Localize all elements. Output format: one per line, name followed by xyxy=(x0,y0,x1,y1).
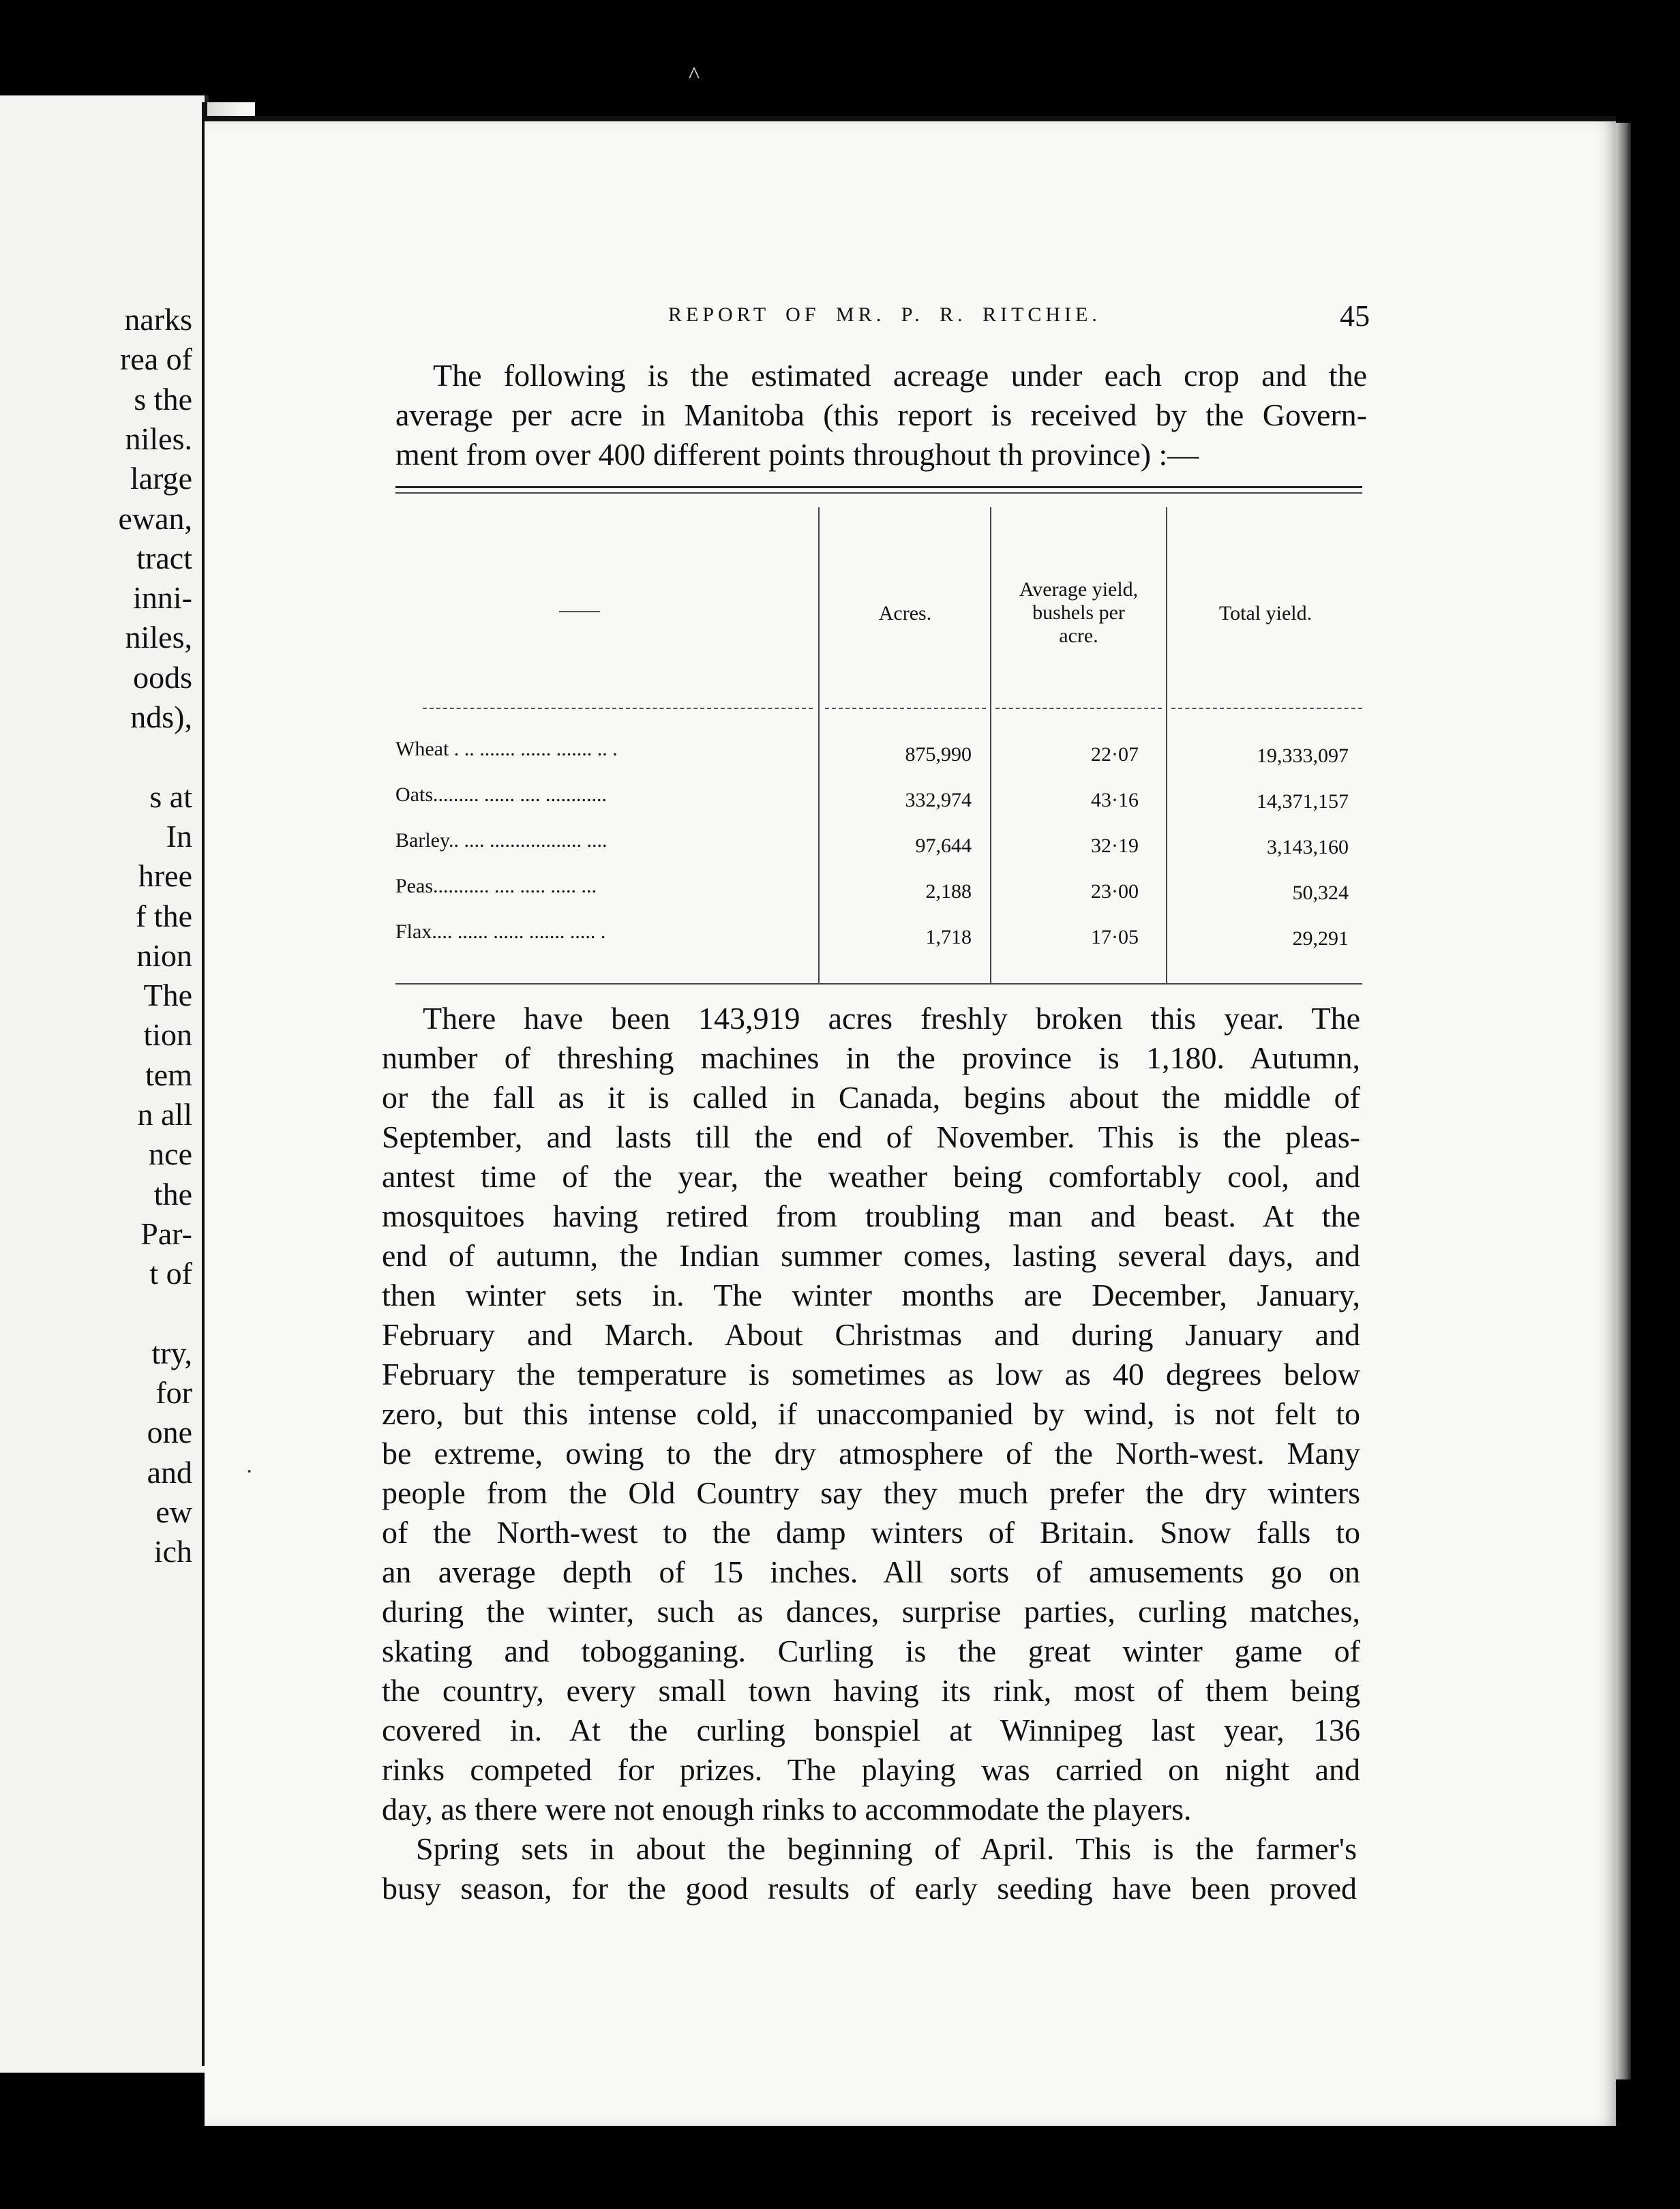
text-line: an average depth of 15 inches. All sorts of amusements go on xyxy=(382,1554,1360,1589)
column-divider xyxy=(990,507,991,985)
left-page-line: rea of xyxy=(120,342,192,377)
running-title: REPORT OF MR. P. R. RITCHIE. xyxy=(668,303,1101,326)
intro-paragraph xyxy=(395,356,1367,475)
acres-value: 2,188 xyxy=(925,880,972,903)
text-line: day, as there were not enough rinks to accommodate the players. xyxy=(382,1792,1192,1827)
left-page-line: the xyxy=(153,1176,192,1212)
text-line: ment from over 400 different points throughout th province) :— xyxy=(395,437,1199,472)
left-facing-page xyxy=(0,95,209,2073)
left-page-line: one xyxy=(147,1415,192,1450)
crop-name: Flax.... ...... ...... ....... ..... . xyxy=(395,920,606,943)
acres-value: 1,718 xyxy=(925,926,972,948)
text-line: of the North-west to the damp winters of Britain. Snow falls to xyxy=(382,1515,1360,1550)
left-page-line: In xyxy=(166,818,192,854)
text-line: rinks competed for prizes. The playing was carried on night and xyxy=(382,1752,1360,1787)
text-line: or the fall as it is called in Canada, begins about the middle of xyxy=(382,1080,1360,1115)
yield-value: 22·07 xyxy=(1091,743,1139,766)
scan-speck: ^ xyxy=(689,63,700,88)
text-line: during the winter, such as dances, surprise parties, curling matches, xyxy=(382,1594,1360,1629)
header-blank: —— xyxy=(559,599,600,621)
total-value: 3,143,160 xyxy=(1267,836,1349,858)
left-page-line: and xyxy=(147,1454,192,1490)
left-page-line: inni- xyxy=(133,580,192,616)
text-line: Spring sets in about the beginning of April. This is the farmer's xyxy=(416,1831,1357,1866)
acres-value: 875,990 xyxy=(905,743,972,766)
left-page-line: try, xyxy=(151,1335,192,1370)
crop-name: Barley.. .... .................. .... xyxy=(395,829,608,852)
text-line: zero, but this intense cold, if unaccompanied by wind, is not felt to xyxy=(382,1396,1360,1431)
yield-value: 43·16 xyxy=(1091,789,1139,811)
header-underline xyxy=(825,708,986,709)
total-value: 29,291 xyxy=(1292,927,1349,950)
body-paragraph xyxy=(382,999,1360,1829)
yield-value: 23·00 xyxy=(1091,880,1139,903)
crop-table xyxy=(395,498,1364,989)
total-value: 50,324 xyxy=(1292,882,1349,904)
text-line: busy season, for the good results of early seeding have been proved xyxy=(382,1871,1357,1906)
header-underline xyxy=(995,708,1162,709)
acres-value: 332,974 xyxy=(905,789,972,811)
text-line: February the temperature is sometimes as low as 40 degrees below xyxy=(382,1357,1360,1392)
left-page-line: s the xyxy=(134,381,192,417)
text-line: be extreme, owing to the dry atmosphere of the North-west. Many xyxy=(382,1436,1360,1471)
left-page-line: narks xyxy=(124,302,192,337)
left-page-line: oods xyxy=(133,659,192,695)
left-page-line: nion xyxy=(136,937,192,973)
text-line: end of autumn, the Indian summer comes, lasting several days, and xyxy=(382,1238,1360,1273)
acres-value: 97,644 xyxy=(915,835,972,857)
table-top-rule-second xyxy=(395,492,1362,494)
left-page-line: tion xyxy=(143,1017,192,1053)
header-underline xyxy=(423,708,813,709)
text-line: covered in. At the curling bonspiel at Winnipeg last year, 136 xyxy=(382,1713,1360,1747)
spring-paragraph xyxy=(382,1829,1357,1908)
text-line: number of threshing machines in the province is 1,180. Autumn, xyxy=(382,1040,1360,1075)
left-page-line: nds), xyxy=(130,700,192,734)
header-underline xyxy=(1171,708,1362,709)
left-page-line: ewan, xyxy=(118,500,192,536)
left-page-line: s at xyxy=(149,779,192,814)
text-line: skating and tobogganing. Curling is the great winter game of xyxy=(382,1634,1360,1668)
text-line: February and March. About Christmas and during January and xyxy=(382,1317,1360,1352)
yield-value: 17·05 xyxy=(1091,926,1139,948)
left-page-line: tract xyxy=(136,540,192,575)
header-total-yield: Total yield. xyxy=(1218,602,1312,625)
left-page-line: ich xyxy=(153,1534,192,1569)
crop-name: Peas........... .... ..... ..... ... xyxy=(395,875,597,897)
text-line: The following is the estimated acreage under each crop and the xyxy=(433,358,1367,393)
left-page-line: for xyxy=(155,1375,192,1411)
left-page-line: Par- xyxy=(140,1216,192,1251)
text-line: antest time of the year, the weather being comfortably cool, and xyxy=(382,1159,1360,1194)
left-page-line: ew xyxy=(155,1494,192,1529)
text-line: average per acre in Manitoba (this report is received by the Govern- xyxy=(395,397,1367,432)
total-value: 19,333,097 xyxy=(1257,745,1349,767)
text-line: people from the Old Country say they much prefer the dry winters xyxy=(382,1475,1360,1510)
crop-name: Oats......... ...... .... ............ xyxy=(395,783,607,806)
yield-value: 32·19 xyxy=(1091,835,1139,857)
left-page-line: The xyxy=(143,978,192,1013)
left-page-line: tem xyxy=(145,1057,192,1092)
left-page-line: n all xyxy=(137,1097,192,1132)
left-page-line: niles. xyxy=(125,421,192,456)
text-line: then winter sets in. The winter months are December, January, xyxy=(382,1278,1360,1312)
scan-speck: · xyxy=(245,1459,254,1484)
table-top-rule xyxy=(395,486,1362,488)
text-line: September, and lasts till the end of November. This is the pleas- xyxy=(382,1119,1360,1154)
crop-name: Wheat . .. ....... ...... ....... .. . xyxy=(395,738,618,760)
left-page-line: large xyxy=(130,461,192,496)
left-page-line: nce xyxy=(149,1137,192,1172)
page-edge xyxy=(1616,123,1631,2079)
column-divider xyxy=(818,507,820,985)
left-page-line: niles, xyxy=(125,620,192,655)
header-average-yield: Average yield, bushels per acre. xyxy=(1019,578,1139,647)
page-number: 45 xyxy=(1340,299,1370,333)
text-line: There have been 143,919 acres freshly broken this year. The xyxy=(423,1001,1360,1036)
header-acres: Acres. xyxy=(878,602,932,625)
column-divider xyxy=(1166,507,1167,985)
text-line: mosquitoes having retired from troubling man and beast. At the xyxy=(382,1199,1360,1233)
total-value: 14,371,157 xyxy=(1257,790,1349,813)
text-line: the country, every small town having its rink, most of them being xyxy=(382,1673,1360,1708)
left-page-line: hree xyxy=(138,858,192,894)
left-page-line: t of xyxy=(149,1256,192,1291)
left-page-line: f the xyxy=(135,898,192,933)
